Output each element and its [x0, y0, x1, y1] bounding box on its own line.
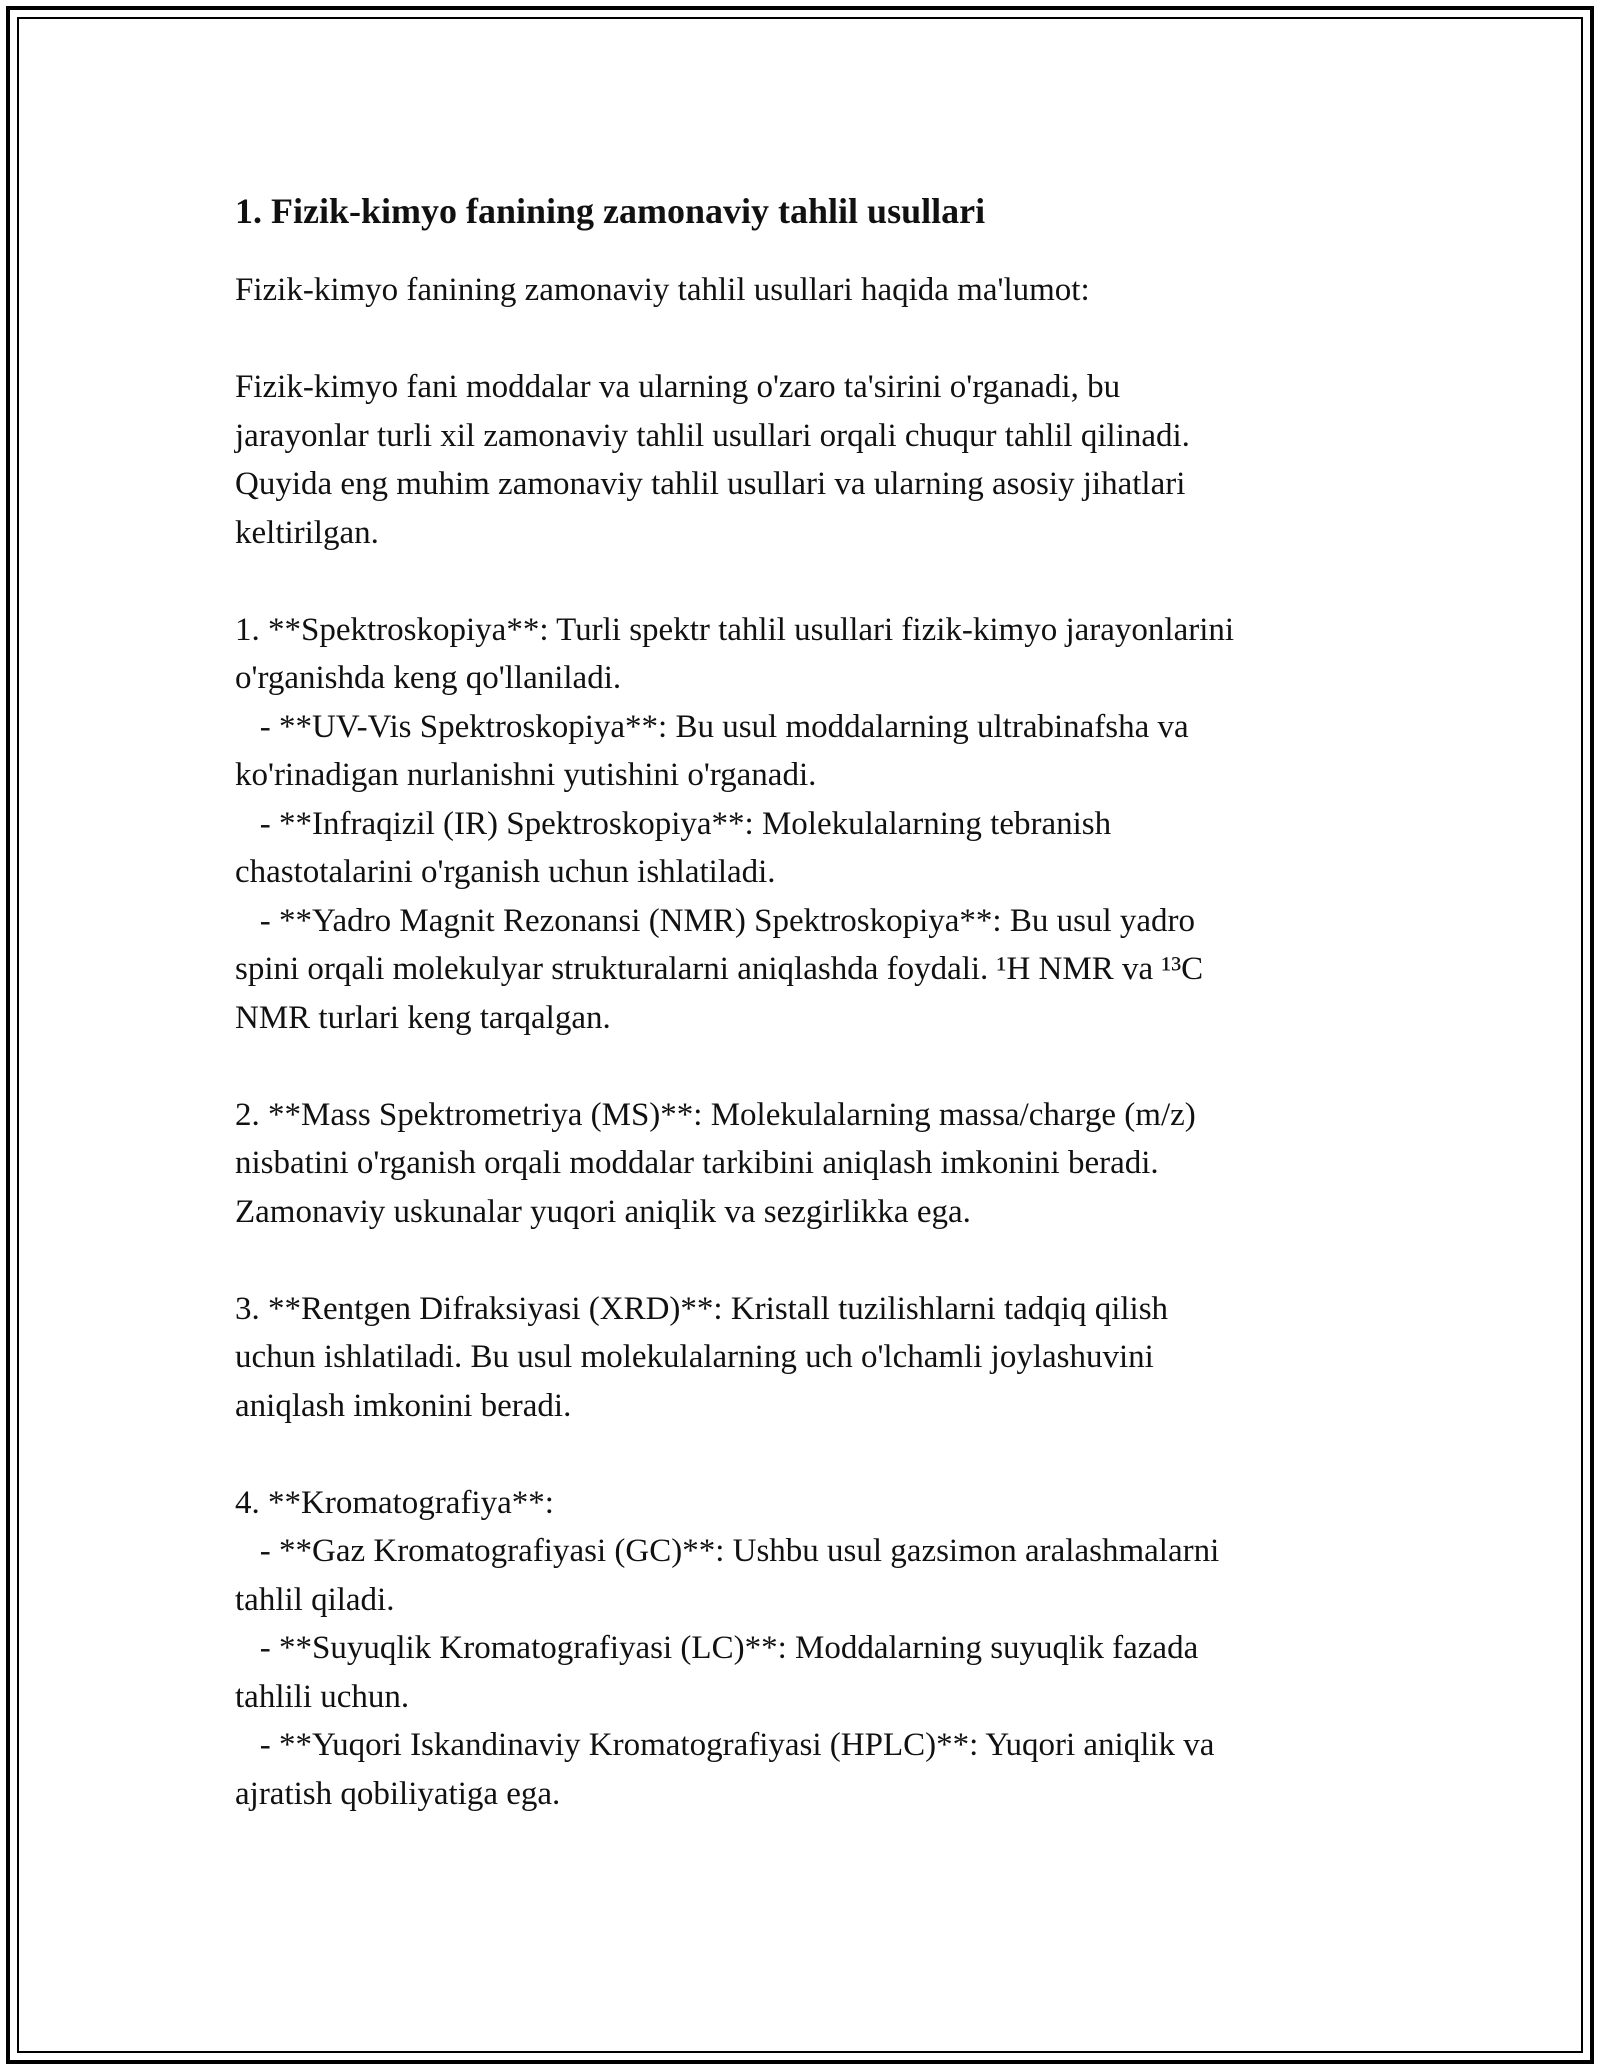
- text-line: tahlili uchun.: [235, 1678, 410, 1715]
- blank-line: [235, 557, 1365, 606]
- text-line: 4. **Kromatografiya**:: [235, 1484, 554, 1521]
- text-line: uchun ishlatiladi. Bu usul molekulalarning uch o'lchamli joylashuvini: [235, 1339, 1154, 1375]
- text-line: - **Yadro Magnit Rezonansi (NMR) Spektroskopiya**: Bu usul yadro: [235, 902, 1195, 939]
- text-line: nisbatini o'rganish orqali moddalar tarkibini aniqlash imkonini beradi.: [235, 1145, 1159, 1181]
- text-line: jarayonlar turli xil zamonaviy tahlil usullari orqali chuqur tahlil qilinadi.: [235, 417, 1190, 454]
- text-line: 1. **Spektroskopiya**: Turli spektr tahlil usullari fizik-kimyo jarayonlarini: [235, 611, 1235, 648]
- text-line: Fizik-kimyo fanining zamonaviy tahlil usullari haqida ma'lumot:: [235, 272, 1090, 308]
- text-line: NMR turlari keng tarqalgan.: [235, 999, 611, 1036]
- document-title: 1. Fizik-kimyo fanining zamonaviy tahlil usullari: [235, 191, 986, 231]
- text-line: chastotalarini o'rganish uchun ishlatiladi.: [235, 854, 776, 890]
- text-line: 2. **Mass Spektrometriya (MS)**: Molekulalarning massa/charge (m/z): [235, 1096, 1196, 1133]
- document-text: [235, 266, 1365, 1818]
- blank-line: [235, 315, 1365, 364]
- text-line: 3. **Rentgen Difraksiyasi (XRD)**: Kristall tuzilishlarni tadqiq qilish: [235, 1290, 1169, 1327]
- text-line: - **UV-Vis Spektroskopiya**: Bu usul moddalarning ultrabinafsha va: [235, 708, 1189, 745]
- blank-line: [235, 1042, 1365, 1091]
- text-line: aniqlash imkonini beradi.: [235, 1387, 572, 1424]
- text-line: tahlil qiladi.: [235, 1581, 395, 1618]
- text-line: Fizik-kimyo fani moddalar va ularning o'zaro ta'sirini o'rganadi, bu: [235, 369, 1121, 405]
- text-line: - **Infraqizil (IR) Spektroskopiya**: Molekulalarning tebranish: [235, 805, 1112, 842]
- text-line: Zamonaviy uskunalar yuqori aniqlik va sezgirlikka ega.: [235, 1193, 971, 1230]
- text-line: Quyida eng muhim zamonaviy tahlil usullari va ularning asosiy jihatlari: [235, 466, 1186, 502]
- blank-line: [235, 1430, 1365, 1479]
- text-line: ajratish qobiliyatiga ega.: [235, 1775, 561, 1812]
- document-body: [235, 186, 1365, 1818]
- text-line: - **Yuqori Iskandinaviy Kromatografiyasi (HPLC)**: Yuqori aniqlik va: [235, 1727, 1215, 1763]
- text-line: spini orqali molekulyar strukturalarni aniqlashda foydali. ¹H NMR va ¹³C: [235, 951, 1204, 987]
- text-line: - **Gaz Kromatografiyasi (GC)**: Ushbu usul gazsimon aralashmalarni: [235, 1533, 1220, 1569]
- blank-line: [235, 1236, 1365, 1285]
- text-line: o'rganishda keng qo'llaniladi.: [235, 660, 622, 696]
- text-line: keltirilgan.: [235, 514, 379, 551]
- text-line: - **Suyuqlik Kromatografiyasi (LC)**: Moddalarning suyuqlik fazada: [235, 1630, 1199, 1666]
- text-line: ko'rinadigan nurlanishni yutishini o'rganadi.: [235, 757, 817, 793]
